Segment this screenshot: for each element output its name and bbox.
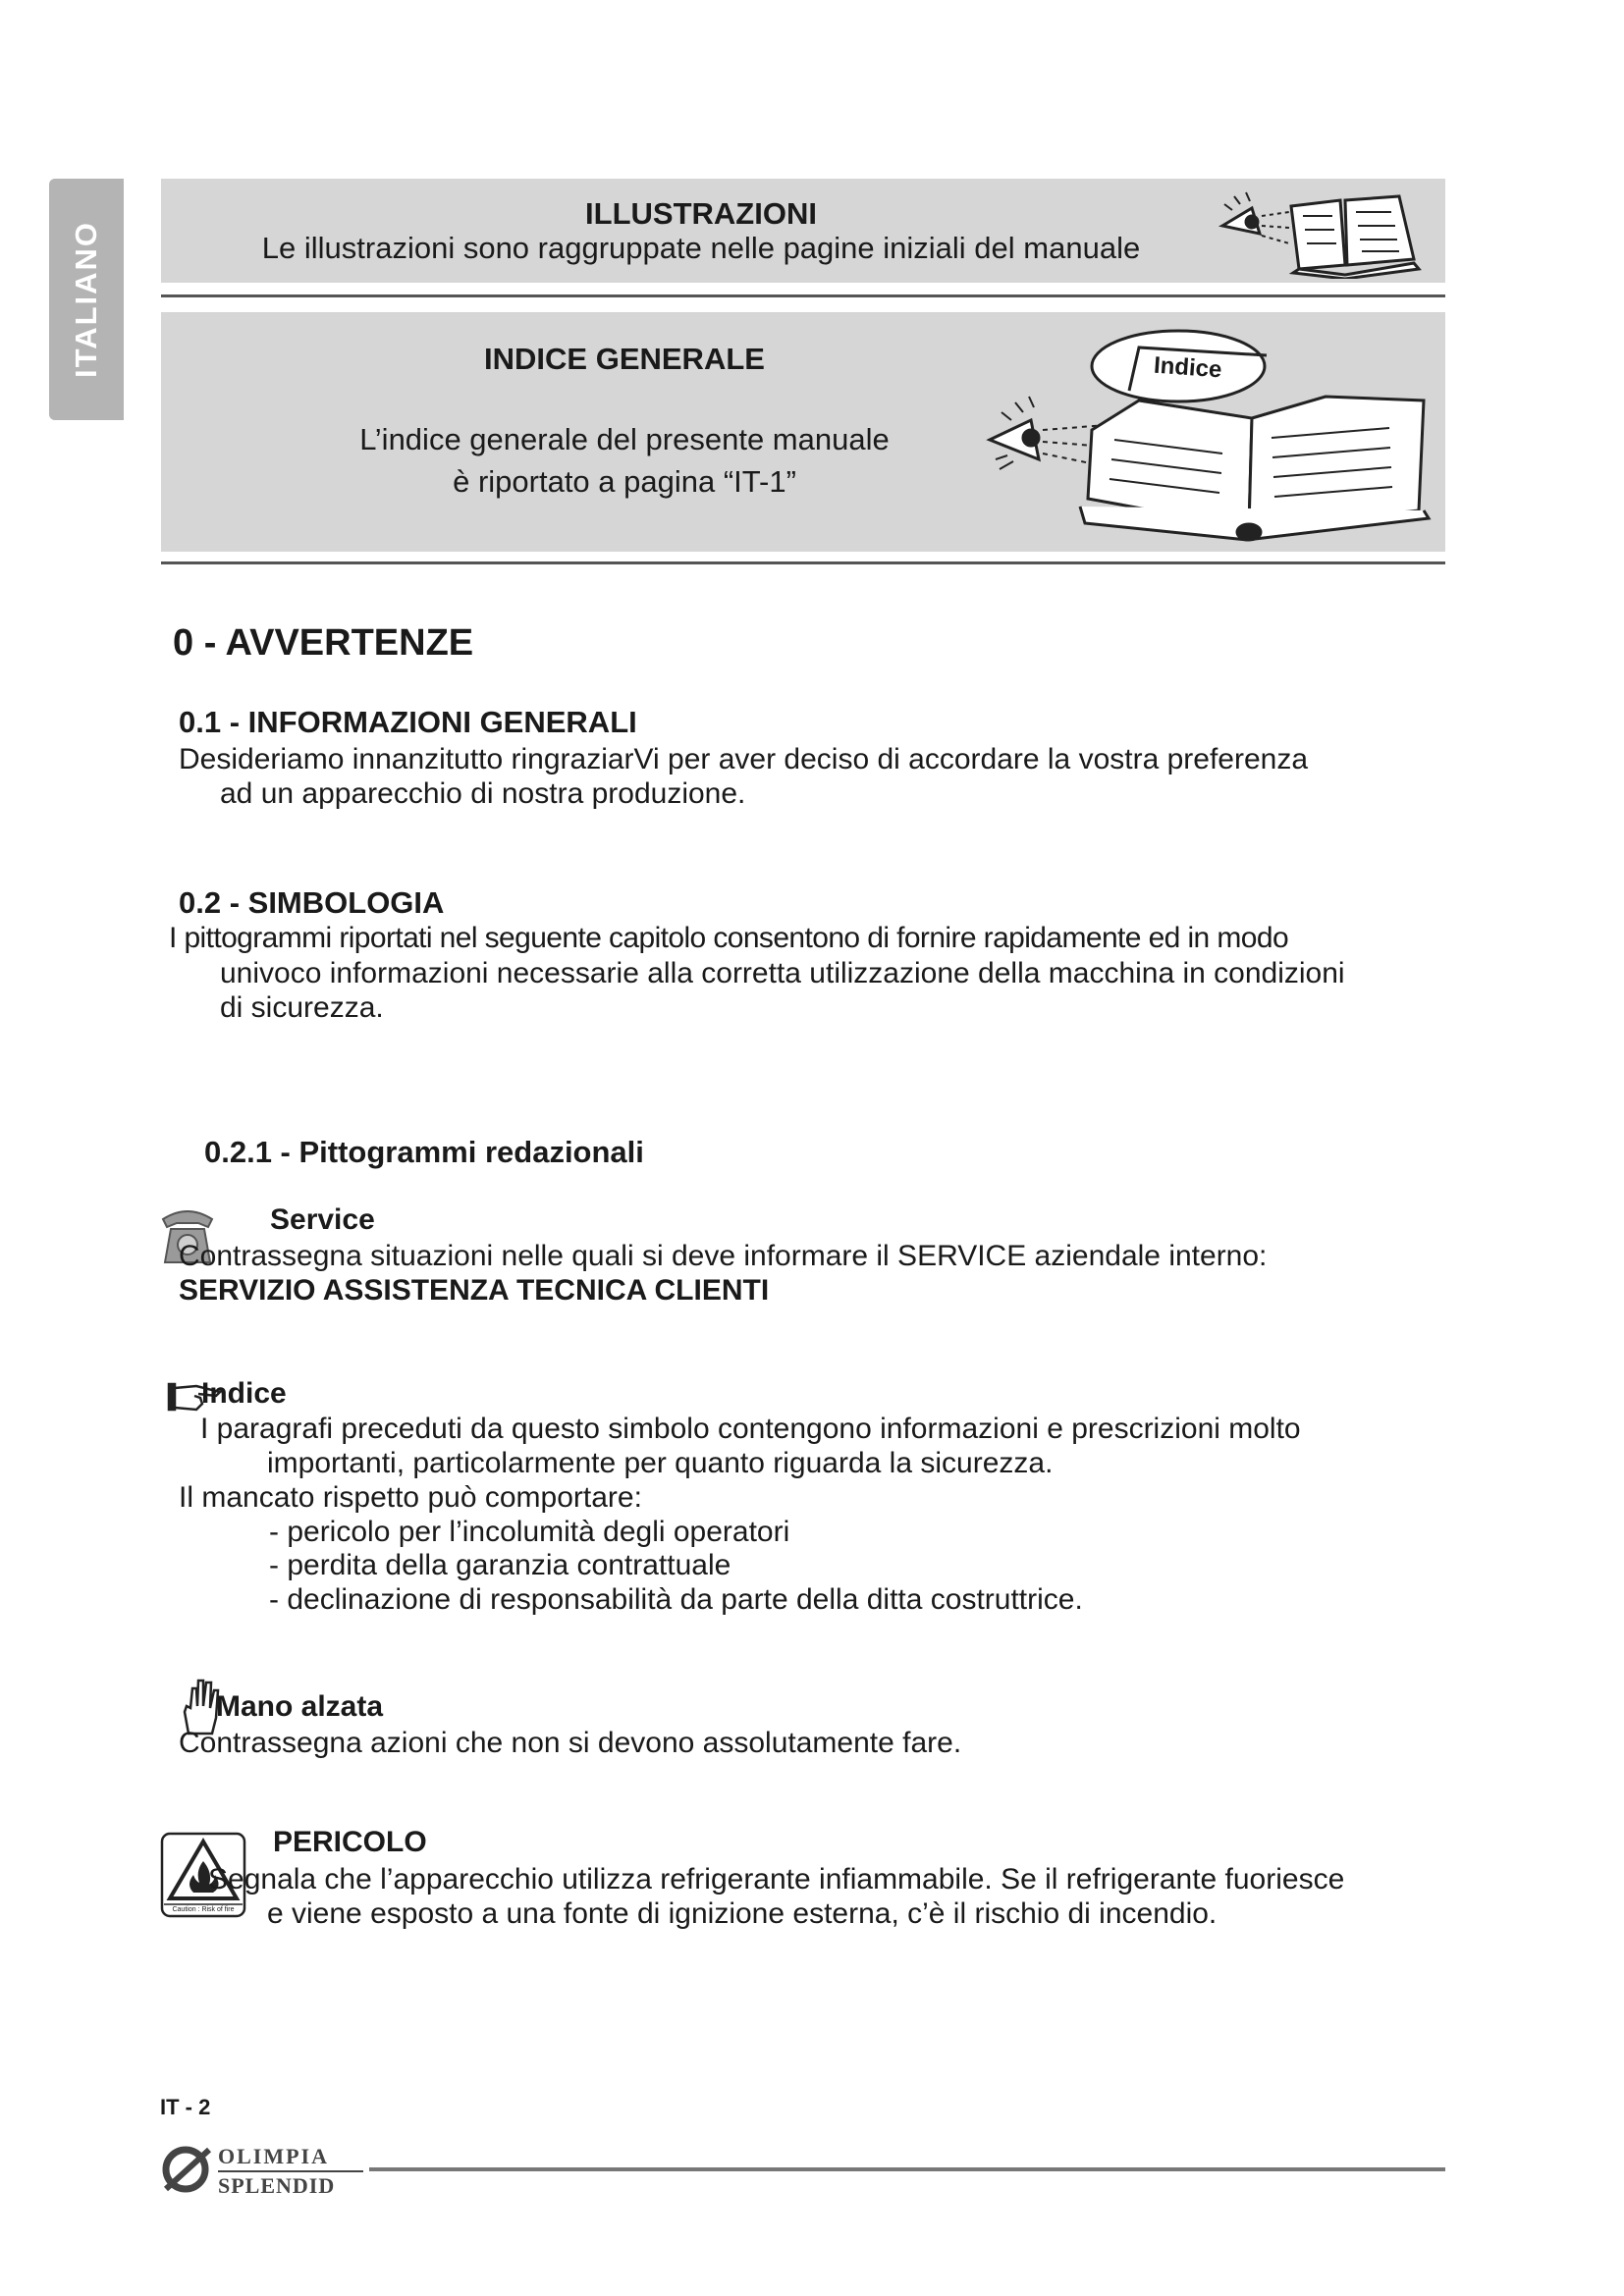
indice-bullet-3: - declinazione di responsabilità da parte della ditta costruttrice. bbox=[269, 1583, 1083, 1616]
indice-line3: Il mancato rispetto può comportare: bbox=[179, 1481, 642, 1514]
indice-line2: importanti, particolarmente per quanto riguarda la sicurezza. bbox=[267, 1447, 1054, 1479]
section-02-line3: di sicurezza. bbox=[220, 991, 384, 1024]
section-02-line2: univoco informazioni necessarie alla corretta utilizzazione della macchina in condizioni bbox=[220, 957, 1345, 989]
section-02-line1: I pittogrammi riportati nel seguente capitolo consentono di fornire rapidamente ed in modo bbox=[169, 922, 1289, 954]
brand-line1: OLIMPIA bbox=[218, 2144, 329, 2168]
indice-bullet-2: - perdita della garanzia contrattuale bbox=[269, 1549, 731, 1581]
service-title: Service bbox=[270, 1203, 375, 1236]
illustrazioni-title: ILLUSTRAZIONI bbox=[585, 196, 817, 231]
indice-generale-title: INDICE GENERALE bbox=[484, 342, 765, 376]
section-021-heading: 0.2.1 - Pittogrammi redazionali bbox=[204, 1135, 644, 1169]
olimpia-splendid-logo bbox=[160, 2142, 219, 2197]
section-02-heading: 0.2 - SIMBOLOGIA bbox=[179, 885, 445, 920]
illustrazioni-text: Le illustrazioni sono raggruppate nelle pagine iniziali del manuale bbox=[261, 231, 1141, 265]
section-01-line2: ad un apparecchio di nostra produzione. bbox=[220, 777, 746, 810]
pericolo-title: PERICOLO bbox=[273, 1826, 427, 1858]
indice-title: Indice bbox=[201, 1377, 287, 1410]
service-line1: Contrassegna situazioni nelle quali si deve informare il SERVICE aziendale interno: bbox=[179, 1240, 1268, 1272]
section-0-heading: 0 - AVVERTENZE bbox=[173, 622, 474, 664]
page-number: IT - 2 bbox=[160, 2095, 211, 2119]
mano-title: Mano alzata bbox=[216, 1690, 384, 1723]
divider-1 bbox=[161, 294, 1445, 297]
indice-bullet-1: - pericolo per l’incolumità degli operatori bbox=[269, 1516, 790, 1548]
pericolo-line2: e viene esposto a una fonte di ignizione esterna, c’è il rischio di incendio. bbox=[267, 1897, 1218, 1930]
service-line2: SERVIZIO ASSISTENZA TECNICA CLIENTI bbox=[179, 1274, 770, 1307]
brand-underline bbox=[218, 2170, 363, 2172]
index-book-icon bbox=[982, 322, 1443, 548]
language-tab bbox=[49, 179, 124, 420]
indice-generale-line1: L’indice generale del presente manuale bbox=[359, 422, 890, 456]
section-01-heading: 0.1 - INFORMAZIONI GENERALI bbox=[179, 705, 637, 739]
indice-line1: I paragrafi preceduti da questo simbolo contengono informazioni e prescrizioni molto bbox=[200, 1413, 1301, 1445]
open-book-eye-icon bbox=[1213, 187, 1438, 279]
fire-warning-caption: Caution : Risk of fire bbox=[172, 1906, 235, 1913]
brand-line2: SPLENDID bbox=[218, 2173, 336, 2198]
section-01-line1: Desideriamo innanzitutto ringraziarVi per aver deciso di accordare la vostra preferenza bbox=[179, 743, 1309, 775]
index-book-label: Indice bbox=[1153, 351, 1223, 384]
indice-generale-line2: è riportato a pagina “IT-1” bbox=[453, 464, 796, 499]
mano-line1: Contrassegna azioni che non si devono assolutamente fare. bbox=[179, 1727, 962, 1759]
language-label: ITALIANO bbox=[69, 220, 103, 379]
divider-2 bbox=[161, 561, 1445, 564]
footer-rule bbox=[369, 2167, 1445, 2171]
pericolo-line1: Segnala che l’apparecchio utilizza refrigerante infiammabile. Se il refrigerante fuoriesce bbox=[208, 1863, 1345, 1896]
